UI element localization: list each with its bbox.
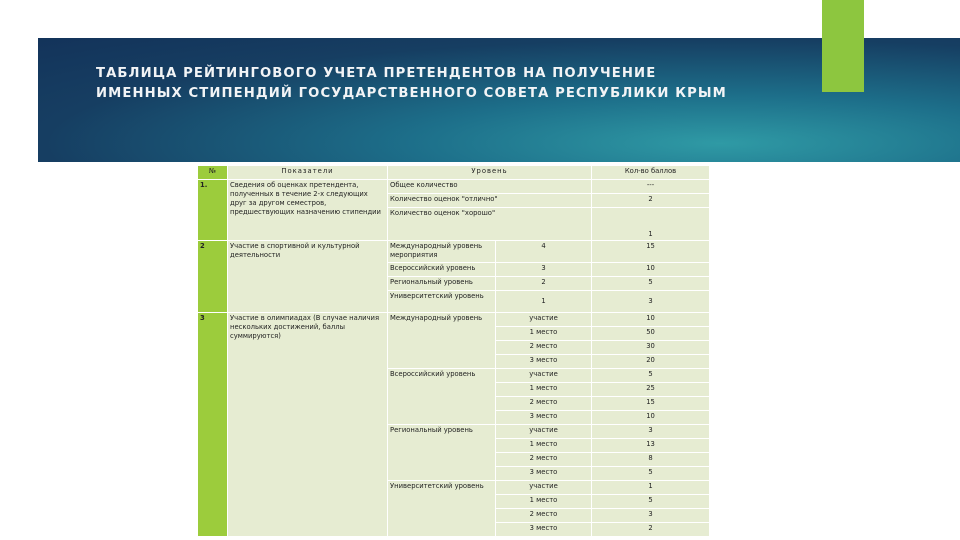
s3-points: 1: [592, 481, 710, 495]
s2-level: Международный уровень мероприятия: [388, 241, 496, 263]
s3-level: Университетский уровень: [388, 481, 496, 537]
s1-level: Общее количество: [388, 180, 592, 194]
s3-place: 2 место: [496, 397, 592, 411]
s3-points: 5: [592, 495, 710, 509]
s3-points: 25: [592, 383, 710, 397]
s1-points: 1: [592, 208, 710, 241]
s3-level: Международный уровень: [388, 313, 496, 369]
table-row: [198, 180, 710, 194]
s3-place: 2 место: [496, 453, 592, 467]
s2-level: Региональный уровень: [388, 277, 496, 291]
s2-points: 3: [592, 291, 710, 313]
s3-place: участие: [496, 313, 592, 327]
table-row: [198, 313, 710, 327]
s2-points: 10: [592, 263, 710, 277]
header-level: Уровень: [388, 166, 592, 180]
s2-points: 5: [592, 277, 710, 291]
s3-place: 1 место: [496, 327, 592, 341]
s3-points: 3: [592, 509, 710, 523]
s3-place: 1 место: [496, 495, 592, 509]
s3-place: участие: [496, 369, 592, 383]
s3-place: 3 место: [496, 411, 592, 425]
rating-table: [197, 165, 710, 537]
s3-points: 20: [592, 355, 710, 369]
header-num: №: [198, 166, 228, 180]
s3-points: 13: [592, 439, 710, 453]
header-points: Кол-во баллов: [592, 166, 710, 180]
s3-points: 5: [592, 467, 710, 481]
s3-place: участие: [496, 425, 592, 439]
s3-points: 50: [592, 327, 710, 341]
section-2-num: 2: [198, 241, 228, 313]
s3-points: 3: [592, 425, 710, 439]
s1-level: Количество оценок "отлично": [388, 194, 592, 208]
s2-points: 15: [592, 241, 710, 263]
s2-level: Университетский уровень: [388, 291, 496, 313]
s3-place: 1 место: [496, 383, 592, 397]
s3-points: 5: [592, 369, 710, 383]
s2-place: 4: [496, 241, 592, 263]
s2-place: 1: [496, 291, 592, 313]
s3-place: 3 место: [496, 355, 592, 369]
s3-points: 30: [592, 341, 710, 355]
section-3-indicator: Участие в олимпиадах (В случае наличия нескольких достижений, баллы суммируются): [228, 313, 388, 537]
table-row: [198, 241, 710, 263]
s3-place: 2 место: [496, 509, 592, 523]
section-1-num: 1.: [198, 180, 228, 241]
s3-place: 1 место: [496, 439, 592, 453]
s2-place: 3: [496, 263, 592, 277]
s3-points: 10: [592, 411, 710, 425]
section-2-indicator: Участие в спортивной и культурной деятельности: [228, 241, 388, 313]
s3-points: 2: [592, 523, 710, 537]
s2-level: Всероссийский уровень: [388, 263, 496, 277]
s3-place: 3 место: [496, 523, 592, 537]
s1-points: 2: [592, 194, 710, 208]
header-indicator: Показатели: [228, 166, 388, 180]
s2-place: 2: [496, 277, 592, 291]
s3-place: участие: [496, 481, 592, 495]
section-3-num: 3: [198, 313, 228, 537]
section-1-indicator: Сведения об оценках претендента, полученных в течение 2-х следующих друг за другом семестров, предшествующих назначению стипендии: [228, 180, 388, 241]
s3-points: 15: [592, 397, 710, 411]
page-title: ТАБЛИЦА РЕЙТИНГОВОГО УЧЕТА ПРЕТЕНДЕНТОВ НА ПОЛУЧЕНИЕ ИМЕННЫХ СТИПЕНДИЙ ГОСУДАРСТВЕННОГО СОВЕТА РЕСПУБЛИКИ КРЫМ: [96, 66, 727, 101]
s3-level: Региональный уровень: [388, 425, 496, 481]
s3-level: Всероссийский уровень: [388, 369, 496, 425]
s3-points: 10: [592, 313, 710, 327]
green-accent-bar: [822, 0, 864, 92]
s3-place: 2 место: [496, 341, 592, 355]
s1-level: Количество оценок "хорошо": [388, 208, 592, 241]
s1-points: ---: [592, 180, 710, 194]
table-header-row: [198, 166, 710, 180]
s3-place: 3 место: [496, 467, 592, 481]
s3-points: 8: [592, 453, 710, 467]
